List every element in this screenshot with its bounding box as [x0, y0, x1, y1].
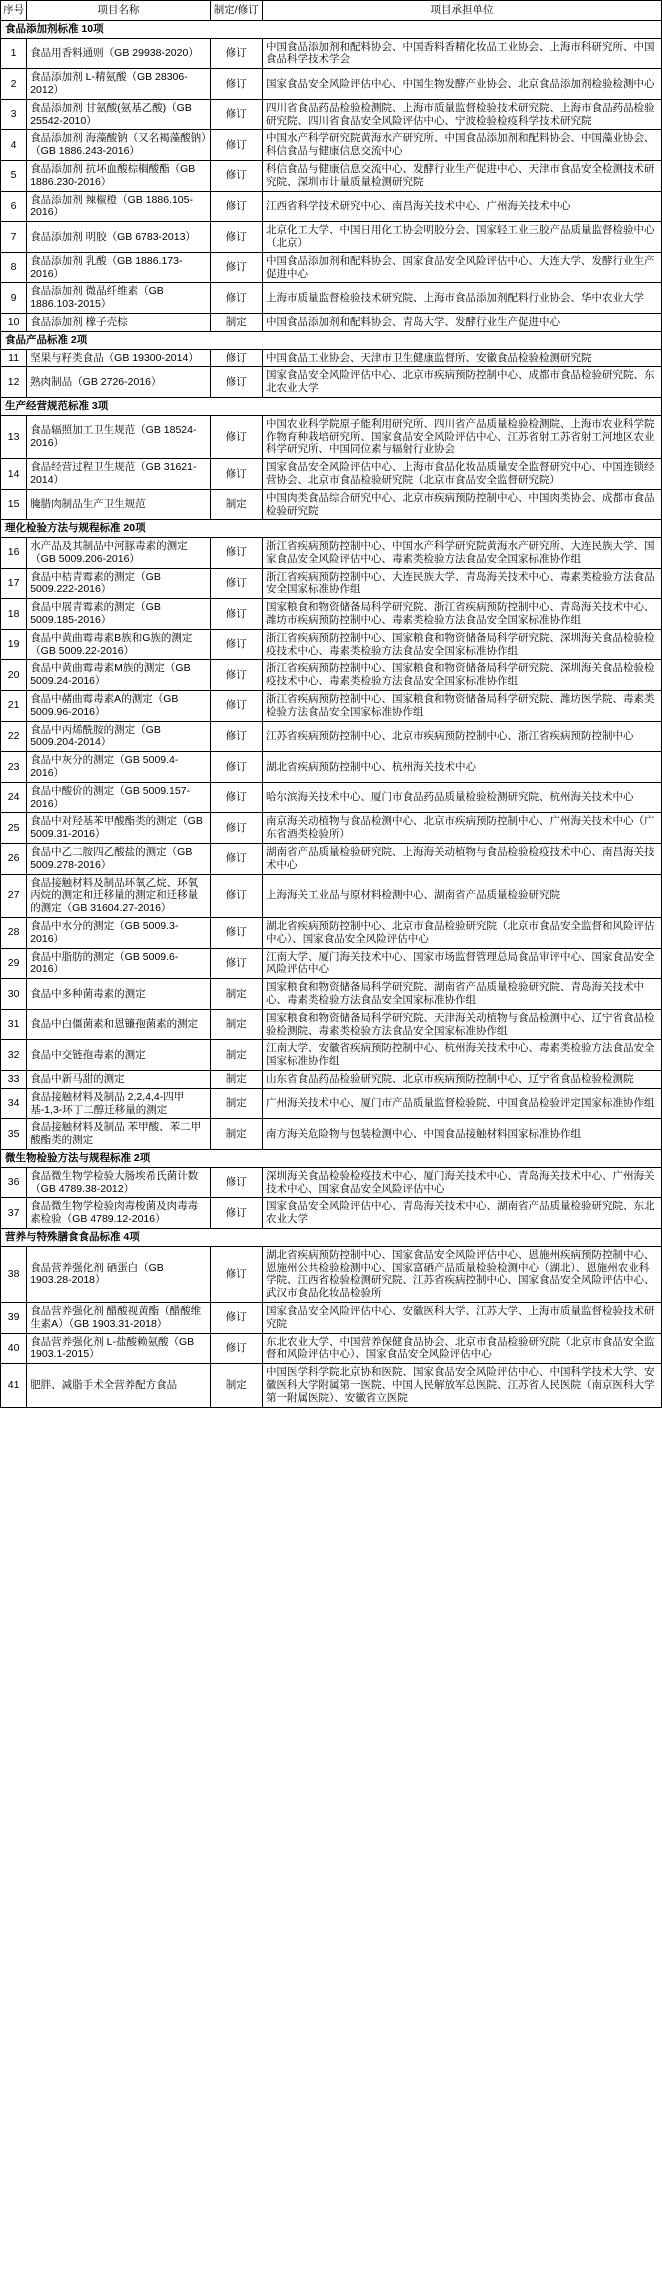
cell-index: 4	[1, 130, 27, 161]
cell-type: 修订	[210, 782, 262, 813]
table-row	[1, 69, 662, 100]
cell-organization: 上海市质量监督检验技术研究院、上海市食品添加剂配料行业协会、华中农业大学	[262, 283, 661, 314]
cell-index: 13	[1, 415, 27, 458]
table-row	[1, 782, 662, 813]
cell-type: 修订	[210, 813, 262, 844]
cell-type: 制定	[210, 1119, 262, 1150]
cell-type: 制定	[210, 489, 262, 520]
cell-organization: 中国农业科学院原子能利用研究所、四川省产品质量检验检测院、上海市农业科学院作物育种栽培研究所、国家食品安全风险评估中心、江苏省射工苏省射工河地区农业科学研究所、中国同位素与辐射行业协会	[262, 415, 661, 458]
cell-index: 16	[1, 538, 27, 569]
cell-index: 28	[1, 918, 27, 949]
cell-index: 2	[1, 69, 27, 100]
cell-organization: 国家食品安全风险评估中心、上海市食品化妆品质量安全监督研究中心、中国连锁经营协会、北京市食品检验研究院（北京市食品安全监督研究院）	[262, 459, 661, 490]
cell-project-name: 食品中桔青霉素的测定（GB 5009.222-2016）	[27, 568, 210, 599]
cell-project-name: 食品中对羟基苯甲酸酯类的测定（GB 5009.31-2016）	[27, 813, 210, 844]
cell-index: 3	[1, 99, 27, 130]
table-row	[1, 1088, 662, 1119]
cell-index: 36	[1, 1167, 27, 1198]
table-row	[1, 160, 662, 191]
header-cell-organization: 项目承担单位	[262, 1, 661, 21]
cell-type: 修订	[210, 948, 262, 979]
cell-type: 修订	[210, 349, 262, 367]
cell-type: 修订	[210, 629, 262, 660]
section-header-row	[1, 331, 662, 349]
cell-project-name: 食品添加剂 橡子壳棕	[27, 313, 210, 331]
cell-project-name: 食品微生物学检验大肠埃希氏菌计数（GB 4789.38-2012）	[27, 1167, 210, 1198]
cell-organization: 湖北省疾病预防控制中心、国家食品安全风险评估中心、恩施州疾病预防控制中心、恩施州公共检验检测中心、国家富硒产品质量检验检测中心（湖北）、恩施州农业科学院、江西省检验检测研究院、江苏省疾病控制中心、国家食品安全风险评估中心、武汉市食品化妆品检验所	[262, 1246, 661, 1302]
cell-type: 修订	[210, 844, 262, 875]
cell-index: 15	[1, 489, 27, 520]
table-row	[1, 130, 662, 161]
header-cell-type: 制定/修订	[210, 1, 262, 21]
cell-index: 37	[1, 1198, 27, 1229]
cell-project-name: 食品中乙二胺四乙酸盐的测定（GB 5009.278-2016）	[27, 844, 210, 875]
cell-organization: 南方海关危险物与包装检测中心、中国食品接触材料国家标准协作组	[262, 1119, 661, 1150]
cell-type: 修订	[210, 252, 262, 283]
cell-project-name: 食品中灰分的测定（GB 5009.4-2016）	[27, 752, 210, 783]
table-row	[1, 38, 662, 69]
cell-organization: 哈尔滨海关技术中心、厦门市食品药品质量检验检测研究院、杭州海关技术中心	[262, 782, 661, 813]
cell-type: 修订	[210, 1333, 262, 1364]
table-row	[1, 538, 662, 569]
cell-index: 10	[1, 313, 27, 331]
table-row	[1, 874, 662, 917]
table-row	[1, 1364, 662, 1407]
cell-index: 32	[1, 1040, 27, 1071]
cell-index: 19	[1, 629, 27, 660]
cell-organization: 浙江省疾病预防控制中心、国家粮食和物资储备局科学研究院、潍坊医学院、毒素类检验方法食品安全国家标准协作组	[262, 691, 661, 722]
cell-type: 修订	[210, 38, 262, 69]
cell-type: 修订	[210, 69, 262, 100]
section-header-row	[1, 397, 662, 415]
cell-type: 修订	[210, 538, 262, 569]
cell-project-name: 食品添加剂 海藻酸钠（又名褐藻酸钠）（GB 1886.243-2016）	[27, 130, 210, 161]
cell-index: 8	[1, 252, 27, 283]
cell-type: 修订	[210, 283, 262, 314]
cell-organization: 中国食品添加剂和配料协会、青岛大学、发酵行业生产促进中心	[262, 313, 661, 331]
cell-type: 修订	[210, 721, 262, 752]
cell-type: 修订	[210, 130, 262, 161]
cell-organization: 四川省食品药品检验检测院、上海市质量监督检验技术研究院、上海市食品药品检验研究院、四川省食品安全风险评估中心、宁波检验检疫科学技术研究院	[262, 99, 661, 130]
table-row	[1, 313, 662, 331]
section-header-row	[1, 520, 662, 538]
cell-project-name: 食品中黄曲霉毒素B族和G族的测定（GB 5009.22-2016）	[27, 629, 210, 660]
section-header-row	[1, 1228, 662, 1246]
cell-project-name: 食品添加剂 L-精氨酸（GB 28306-2012）	[27, 69, 210, 100]
cell-project-name: 食品中酸价的测定（GB 5009.157-2016）	[27, 782, 210, 813]
cell-project-name: 食品中新马甜的测定	[27, 1070, 210, 1088]
table-row	[1, 691, 662, 722]
cell-index: 31	[1, 1009, 27, 1040]
table-row	[1, 948, 662, 979]
cell-type: 修订	[210, 691, 262, 722]
cell-organization: 中国水产科学研究院黄海水产研究所、中国食品添加剂和配料协会、中国藻业协会、科信食品与健康信息交流中心	[262, 130, 661, 161]
section-title: 生产经营规范标准 3项	[1, 397, 662, 415]
cell-project-name: 食品中白僵菌素和恩镰孢菌素的测定	[27, 1009, 210, 1040]
cell-index: 33	[1, 1070, 27, 1088]
table-row	[1, 660, 662, 691]
table-row	[1, 599, 662, 630]
cell-type: 修订	[210, 1246, 262, 1302]
cell-project-name: 食品中展青霉素的测定（GB 5009.185-2016）	[27, 599, 210, 630]
cell-organization: 科信食品与健康信息交流中心、发酵行业生产促进中心、天津市食品安全检测技术研究院、深圳市计量质量检测研究院	[262, 160, 661, 191]
cell-organization: 湖北省疾病预防控制中心、杭州海关技术中心	[262, 752, 661, 783]
cell-index: 39	[1, 1302, 27, 1333]
cell-project-name: 食品营养强化剂 L-盐酸赖氨酸（GB 1903.1-2015）	[27, 1333, 210, 1364]
table-row	[1, 1246, 662, 1302]
cell-index: 18	[1, 599, 27, 630]
cell-type: 修订	[210, 191, 262, 222]
cell-type: 制定	[210, 313, 262, 331]
cell-type: 制定	[210, 1009, 262, 1040]
cell-index: 22	[1, 721, 27, 752]
table-body	[1, 20, 662, 1407]
cell-index: 34	[1, 1088, 27, 1119]
table-row	[1, 489, 662, 520]
cell-index: 17	[1, 568, 27, 599]
cell-project-name: 食品中交链孢毒素的测定	[27, 1040, 210, 1071]
cell-type: 修订	[210, 660, 262, 691]
cell-project-name: 食品接触材料及制品环氧乙烷、环氧丙烷的测定和迁移量的测定和迁移量的测定（GB 31604.27-2016）	[27, 874, 210, 917]
cell-index: 1	[1, 38, 27, 69]
cell-project-name: 肥胖、减脂手术全营养配方食品	[27, 1364, 210, 1407]
cell-index: 7	[1, 222, 27, 253]
cell-project-name: 熟肉制品（GB 2726-2016）	[27, 367, 210, 398]
cell-organization: 江苏省疾病预防控制中心、北京市疾病预防控制中心、浙江省疾病预防控制中心	[262, 721, 661, 752]
cell-type: 修订	[210, 415, 262, 458]
section-title: 食品产品标准 2项	[1, 331, 662, 349]
cell-type: 修订	[210, 1302, 262, 1333]
cell-type: 修订	[210, 222, 262, 253]
table-row	[1, 252, 662, 283]
cell-project-name: 食品中丙烯酰胺的测定（GB 5009.204-2014）	[27, 721, 210, 752]
cell-type: 修订	[210, 160, 262, 191]
cell-project-name: 食品添加剂 抗坏血酸棕榈酸酯（GB 1886.230-2016）	[27, 160, 210, 191]
cell-project-name: 食品添加剂 明胶（GB 6783-2013）	[27, 222, 210, 253]
table-row	[1, 1119, 662, 1150]
table-row	[1, 568, 662, 599]
cell-type: 修订	[210, 568, 262, 599]
cell-project-name: 腌腊肉制品生产卫生规范	[27, 489, 210, 520]
cell-type: 修订	[210, 874, 262, 917]
section-title: 食品添加剂标准 10项	[1, 20, 662, 38]
cell-organization: 国家粮食和物资储备局科学研究院、天津海关动植物与食品检测中心、辽宁省食品检验检测院、毒素类检验方法食品安全国家标准协作组	[262, 1009, 661, 1040]
cell-index: 9	[1, 283, 27, 314]
cell-organization: 中国医学科学院北京协和医院、国家食品安全风险评估中心、中国科学技术大学、安徽医科大学附属第一医院、中国人民解放军总医院、江苏省人民医院（南京医科大学第一附属医院）、安徽省立医院	[262, 1364, 661, 1407]
cell-index: 11	[1, 349, 27, 367]
cell-type: 制定	[210, 1088, 262, 1119]
cell-organization: 中国食品工业协会、天津市卫生健康监督所、安徽食品检验检测研究院	[262, 349, 661, 367]
cell-organization: 上海海关工业品与原材料检测中心、湖南省产品质量检验研究院	[262, 874, 661, 917]
cell-index: 20	[1, 660, 27, 691]
table-row	[1, 629, 662, 660]
cell-project-name: 水产品及其制品中河豚毒素的测定（GB 5009.206-2016）	[27, 538, 210, 569]
cell-organization: 浙江省疾病预防控制中心、国家粮食和物资储备局科学研究院、深圳海关食品检验检疫技术中心、毒素类检验方法食品安全国家标准协作组	[262, 629, 661, 660]
cell-organization: 山东省食品药品检验研究院、北京市疾病预防控制中心、辽宁省食品检验检测院	[262, 1070, 661, 1088]
table-row	[1, 1198, 662, 1229]
cell-organization: 国家粮食和物资储备局科学研究院、浙江省疾病预防控制中心、青岛海关技术中心、潍坊市疾病预防控制中心、毒素类检验方法食品安全国家标准协作组	[262, 599, 661, 630]
cell-index: 12	[1, 367, 27, 398]
cell-index: 27	[1, 874, 27, 917]
table-row	[1, 1302, 662, 1333]
cell-type: 修订	[210, 367, 262, 398]
cell-project-name: 食品中水分的测定（GB 5009.3-2016）	[27, 918, 210, 949]
cell-type: 修订	[210, 752, 262, 783]
cell-project-name: 坚果与籽类食品（GB 19300-2014）	[27, 349, 210, 367]
cell-index: 23	[1, 752, 27, 783]
table-header-row	[1, 1, 662, 21]
cell-project-name: 食品用香料通则（GB 29938-2020）	[27, 38, 210, 69]
cell-index: 6	[1, 191, 27, 222]
cell-project-name: 食品中多种菌毒素的测定	[27, 979, 210, 1010]
table-row	[1, 1070, 662, 1088]
cell-organization: 国家粮食和物资储备局科学研究院、湖南省产品质量检验研究院、青岛海关技术中心、毒素类检验方法食品安全国家标准协作组	[262, 979, 661, 1010]
cell-index: 30	[1, 979, 27, 1010]
table-row	[1, 459, 662, 490]
cell-type: 制定	[210, 979, 262, 1010]
header-cell-index: 序号	[1, 1, 27, 21]
table-row	[1, 191, 662, 222]
cell-project-name: 食品经营过程卫生规范（GB 31621-2014）	[27, 459, 210, 490]
cell-type: 制定	[210, 1070, 262, 1088]
cell-type: 修订	[210, 99, 262, 130]
table-row	[1, 918, 662, 949]
table-row	[1, 99, 662, 130]
table-row	[1, 813, 662, 844]
table-row	[1, 349, 662, 367]
cell-index: 38	[1, 1246, 27, 1302]
header-cell-project-name: 项目名称	[27, 1, 210, 21]
cell-index: 25	[1, 813, 27, 844]
cell-type: 修订	[210, 459, 262, 490]
cell-type: 修订	[210, 599, 262, 630]
cell-project-name: 食品辐照加工卫生规范（GB 18524-2016）	[27, 415, 210, 458]
cell-organization: 国家食品安全风险评估中心、安徽医科大学、江苏大学、上海市质量监督检验技术研究院	[262, 1302, 661, 1333]
cell-project-name: 食品添加剂 甘氨酸(氨基乙酸)（GB 25542-2010）	[27, 99, 210, 130]
cell-project-name: 食品接触材料及制品 2,2,4,4-四甲基-1,3-环丁二醇迁移量的测定	[27, 1088, 210, 1119]
cell-project-name: 食品中黄曲霉毒素M族的测定（GB 5009.24-2016）	[27, 660, 210, 691]
cell-type: 制定	[210, 1364, 262, 1407]
cell-organization: 国家食品安全风险评估中心、中国生物发酵产业协会、北京食品添加剂检验检测中心	[262, 69, 661, 100]
table-row	[1, 721, 662, 752]
section-header-row	[1, 20, 662, 38]
cell-organization: 江南大学、厦门海关技术中心、国家市场监督管理总局食品审评中心、国家食品安全风险评估中心	[262, 948, 661, 979]
table-row	[1, 752, 662, 783]
cell-project-name: 食品营养强化剂 硒蛋白（GB 1903.28-2018）	[27, 1246, 210, 1302]
cell-project-name: 食品添加剂 乳酸（GB 1886.173-2016）	[27, 252, 210, 283]
cell-organization: 湖南省产品质量检验研究院、上海海关动植物与食品检验检疫技术中心、南昌海关技术中心	[262, 844, 661, 875]
cell-index: 14	[1, 459, 27, 490]
table-row	[1, 1333, 662, 1364]
section-title: 微生物检验方法与规程标准 2项	[1, 1149, 662, 1167]
table-row	[1, 1009, 662, 1040]
cell-organization: 浙江省疾病预防控制中心、国家粮食和物资储备局科学研究院、深圳海关食品检验检疫技术中心、毒素类检验方法食品安全国家标准协作组	[262, 660, 661, 691]
cell-organization: 深圳海关食品检验检疫技术中心、厦门海关技术中心、青岛海关技术中心、广州海关技术中心、国家食品安全风险评估中心	[262, 1167, 661, 1198]
cell-project-name: 食品中赭曲霉毒素A的测定（GB 5009.96-2016）	[27, 691, 210, 722]
table-row	[1, 979, 662, 1010]
cell-organization: 国家食品安全风险评估中心、北京市疾病预防控制中心、成都市食品检验研究院、东北农业大学	[262, 367, 661, 398]
table-row	[1, 222, 662, 253]
cell-index: 40	[1, 1333, 27, 1364]
table-row	[1, 415, 662, 458]
section-title: 营养与特殊膳食食品标准 4项	[1, 1228, 662, 1246]
cell-organization: 南京海关动植物与食品检测中心、北京市疾病预防控制中心、广州海关技术中心（广东省酒类检验所）	[262, 813, 661, 844]
cell-project-name: 食品添加剂 微晶纤维素（GB 1886.103-2015）	[27, 283, 210, 314]
section-title: 理化检验方法与规程标准 20项	[1, 520, 662, 538]
cell-organization: 浙江省疾病预防控制中心、中国水产科学研究院黄海水产研究所、大连民族大学、国家食品安全风险评估中心、毒素类检验方法食品安全国家标准协作组	[262, 538, 661, 569]
cell-organization: 中国食品添加剂和配料协会、国家食品安全风险评估中心、大连大学、发酵行业生产促进中心	[262, 252, 661, 283]
cell-organization: 浙江省疾病预防控制中心、大连民族大学、青岛海关技术中心、毒素类检验方法食品安全国家标准协作组	[262, 568, 661, 599]
cell-organization: 中国食品添加剂和配料协会、中国香料香精化妆品工业协会、上海市科研究所、中国食品科学技术学会	[262, 38, 661, 69]
cell-type: 制定	[210, 1040, 262, 1071]
table-row	[1, 367, 662, 398]
cell-organization: 江南大学、安徽省疾病预防控制中心、杭州海关技术中心、毒素类检验方法食品安全国家标准协作组	[262, 1040, 661, 1071]
cell-index: 26	[1, 844, 27, 875]
cell-organization: 广州海关技术中心、厦门市产品质量监督检验院、中国食品检验评定国家标准协作组	[262, 1088, 661, 1119]
cell-organization: 国家食品安全风险评估中心、青岛海关技术中心、湖南省产品质量检验研究院、东北农业大学	[262, 1198, 661, 1229]
cell-index: 24	[1, 782, 27, 813]
cell-type: 修订	[210, 918, 262, 949]
cell-project-name: 食品添加剂 辣椒橙（GB 1886.105-2016）	[27, 191, 210, 222]
table-row	[1, 283, 662, 314]
cell-organization: 中国肉类食品综合研究中心、北京市疾病预防控制中心、中国肉类协会、成都市食品检验研究院	[262, 489, 661, 520]
cell-index: 41	[1, 1364, 27, 1407]
cell-project-name: 食品营养强化剂 醋酸视黄酯（醋酸维生素A）（GB 1903.31-2018）	[27, 1302, 210, 1333]
cell-organization: 江西省科学技术研究中心、南昌海关技术中心、广州海关技术中心	[262, 191, 661, 222]
cell-type: 修订	[210, 1198, 262, 1229]
cell-organization: 北京化工大学、中国日用化工协会明胶分会、国家轻工业三胶产品质量监督检验中心（北京）	[262, 222, 661, 253]
cell-type: 修订	[210, 1167, 262, 1198]
cell-index: 5	[1, 160, 27, 191]
cell-organization: 湖北省疾病预防控制中心、北京市食品检验研究院（北京市食品安全监督和风险评估中心）、国家食品安全风险评估中心	[262, 918, 661, 949]
table-row	[1, 1040, 662, 1071]
cell-project-name: 食品接触材料及制品 苯甲酸、苯二甲酸酯类的测定	[27, 1119, 210, 1150]
cell-project-name: 食品中脂肪的测定（GB 5009.6-2016）	[27, 948, 210, 979]
section-header-row	[1, 1149, 662, 1167]
table-row	[1, 844, 662, 875]
cell-index: 29	[1, 948, 27, 979]
table-row	[1, 1167, 662, 1198]
cell-project-name: 食品微生物学检验肉毒梭菌及肉毒毒素检验（GB 4789.12-2016）	[27, 1198, 210, 1229]
cell-index: 21	[1, 691, 27, 722]
cell-organization: 东北农业大学、中国营养保健食品协会、北京市食品检验研究院（北京市食品安全监督和风险评估中心）、国家食品安全风险评估中心	[262, 1333, 661, 1364]
cell-index: 35	[1, 1119, 27, 1150]
